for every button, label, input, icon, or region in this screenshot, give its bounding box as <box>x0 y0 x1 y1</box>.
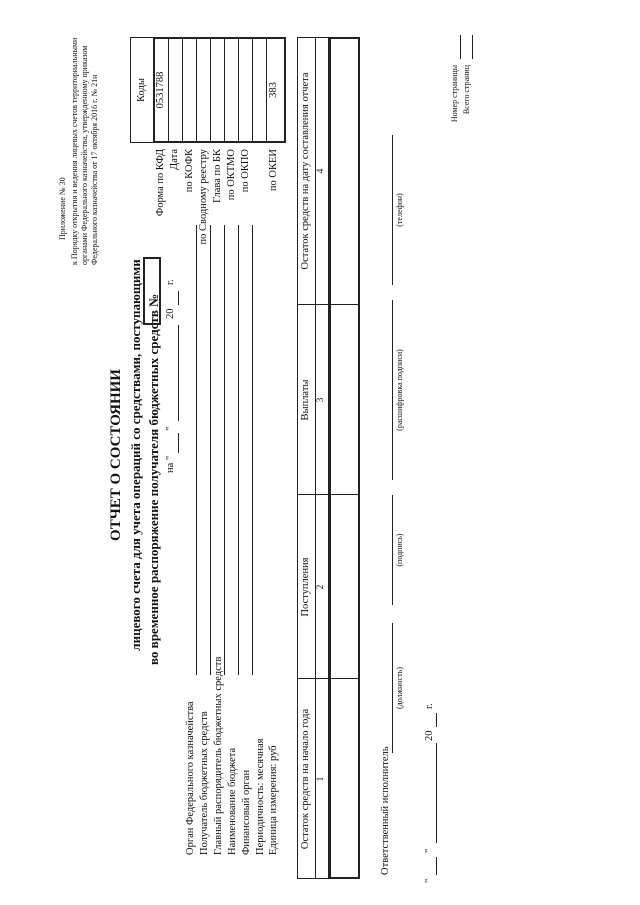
code-label-form: Форма по КФД <box>155 149 166 217</box>
th-balance-report: Остаток средств на дату составления отчета <box>300 72 311 270</box>
col-number-4: 4 <box>316 168 326 174</box>
sign-caption: (подпись) <box>395 533 404 567</box>
decode-caption: (расшифровка подписи) <box>395 349 404 431</box>
decode-line[interactable] <box>392 300 393 480</box>
sign-date-q1: " <box>424 878 435 883</box>
title-date-suffix: г. <box>165 279 176 285</box>
field-unit: Единица измерения: руб <box>268 745 279 855</box>
report-title: ОТЧЕТ О СОСТОЯНИИ <box>108 369 124 541</box>
code-label-registry: по Сводному реестру <box>198 149 209 245</box>
sign-date-year-line[interactable] <box>436 713 437 727</box>
field-financial-body: Финансовый орган <box>241 769 252 855</box>
th-receipts: Поступления <box>300 557 311 617</box>
sign-date-year: 20 <box>424 730 435 741</box>
codes-row-line <box>196 37 197 143</box>
appendix-line-3: органами Федерального казначейства, утвержденному приказом <box>80 45 89 265</box>
codes-row-line <box>168 37 169 143</box>
codes-header-cell <box>130 37 154 143</box>
report-subtitle-1: лицевого счета для учета операций со средствами, поступающими <box>128 259 143 651</box>
phone-caption: (телефон) <box>395 193 404 227</box>
th-balance-start: Остаток средств на начало года <box>300 708 311 850</box>
page-number-label: Номер страницы <box>450 65 459 123</box>
title-date-day-line <box>178 433 179 453</box>
codes-row-line <box>210 37 211 143</box>
code-label-oktmo: по ОКТМО <box>226 149 237 201</box>
position-caption: (должность) <box>395 667 404 709</box>
title-date-quote: " <box>165 426 176 431</box>
code-label-date: Дата <box>169 149 180 170</box>
field-federal-treasury: Орган Федерального казначейства <box>185 701 196 855</box>
col-number-3: 3 <box>316 397 326 403</box>
code-form-value: 0531788 <box>155 71 166 109</box>
total-pages-line[interactable] <box>472 35 473 59</box>
codes-header: Коды <box>136 78 147 102</box>
field-line-main-manager[interactable] <box>224 225 225 675</box>
sign-line[interactable] <box>392 495 393 605</box>
title-date-year: 20 <box>165 308 176 319</box>
field-recipient: Получатель бюджетных средств <box>199 711 210 855</box>
code-label-okpo: по ОКПО <box>240 149 251 193</box>
col-number-1: 1 <box>316 776 326 782</box>
appendix-line-2: к Порядку открытия и ведения лицевых счетов территориальными <box>70 37 79 265</box>
executor-label: Ответственный исполнитель <box>380 746 391 875</box>
appendix-line-4: Федерального казначейства от 17 октября 2016 г. № 21н <box>90 74 99 265</box>
field-main-manager: Главный распорядитель бюджетных средств <box>213 656 224 855</box>
code-label-kofk: по КОФК <box>184 149 195 193</box>
th-payments: Выплаты <box>300 379 311 421</box>
codes-row-line <box>182 37 183 143</box>
sign-date-suffix: г. <box>424 703 435 709</box>
report-subtitle-2: во временное распоряжение получателя бюджетных средств № <box>146 293 161 665</box>
codes-row-line <box>224 37 225 143</box>
sign-date-month-line[interactable] <box>436 743 437 843</box>
total-pages-label: Всего страниц <box>462 65 471 115</box>
field-line-financial-body[interactable] <box>252 225 253 675</box>
sign-date-day-line[interactable] <box>436 857 437 875</box>
codes-row-line <box>252 37 253 143</box>
codes-row-line <box>266 37 267 143</box>
code-label-okei: по ОКЕИ <box>268 149 279 192</box>
col-number-2: 2 <box>316 584 326 590</box>
position-line[interactable] <box>392 623 393 753</box>
title-date-prefix: на " <box>165 455 176 473</box>
field-line-federal-treasury[interactable] <box>196 225 197 675</box>
phone-line[interactable] <box>392 135 393 285</box>
field-periodicity: Периодичность: месячная <box>255 738 266 855</box>
page-number-line[interactable] <box>460 35 461 59</box>
code-okei-value: 383 <box>268 82 279 98</box>
field-budget-name: Наименование бюджета <box>227 747 238 855</box>
table-data-row[interactable] <box>329 37 360 879</box>
sign-date-q2: " <box>424 848 435 853</box>
field-line-budget-name[interactable] <box>238 225 239 675</box>
field-line-recipient[interactable] <box>210 225 211 675</box>
code-label-bk: Глава по БК <box>212 149 223 203</box>
appendix-line-1: Приложение № 30 <box>58 177 67 240</box>
title-date-year-line <box>178 291 179 305</box>
codes-row-line <box>238 37 239 143</box>
title-date-month-line <box>178 325 179 421</box>
